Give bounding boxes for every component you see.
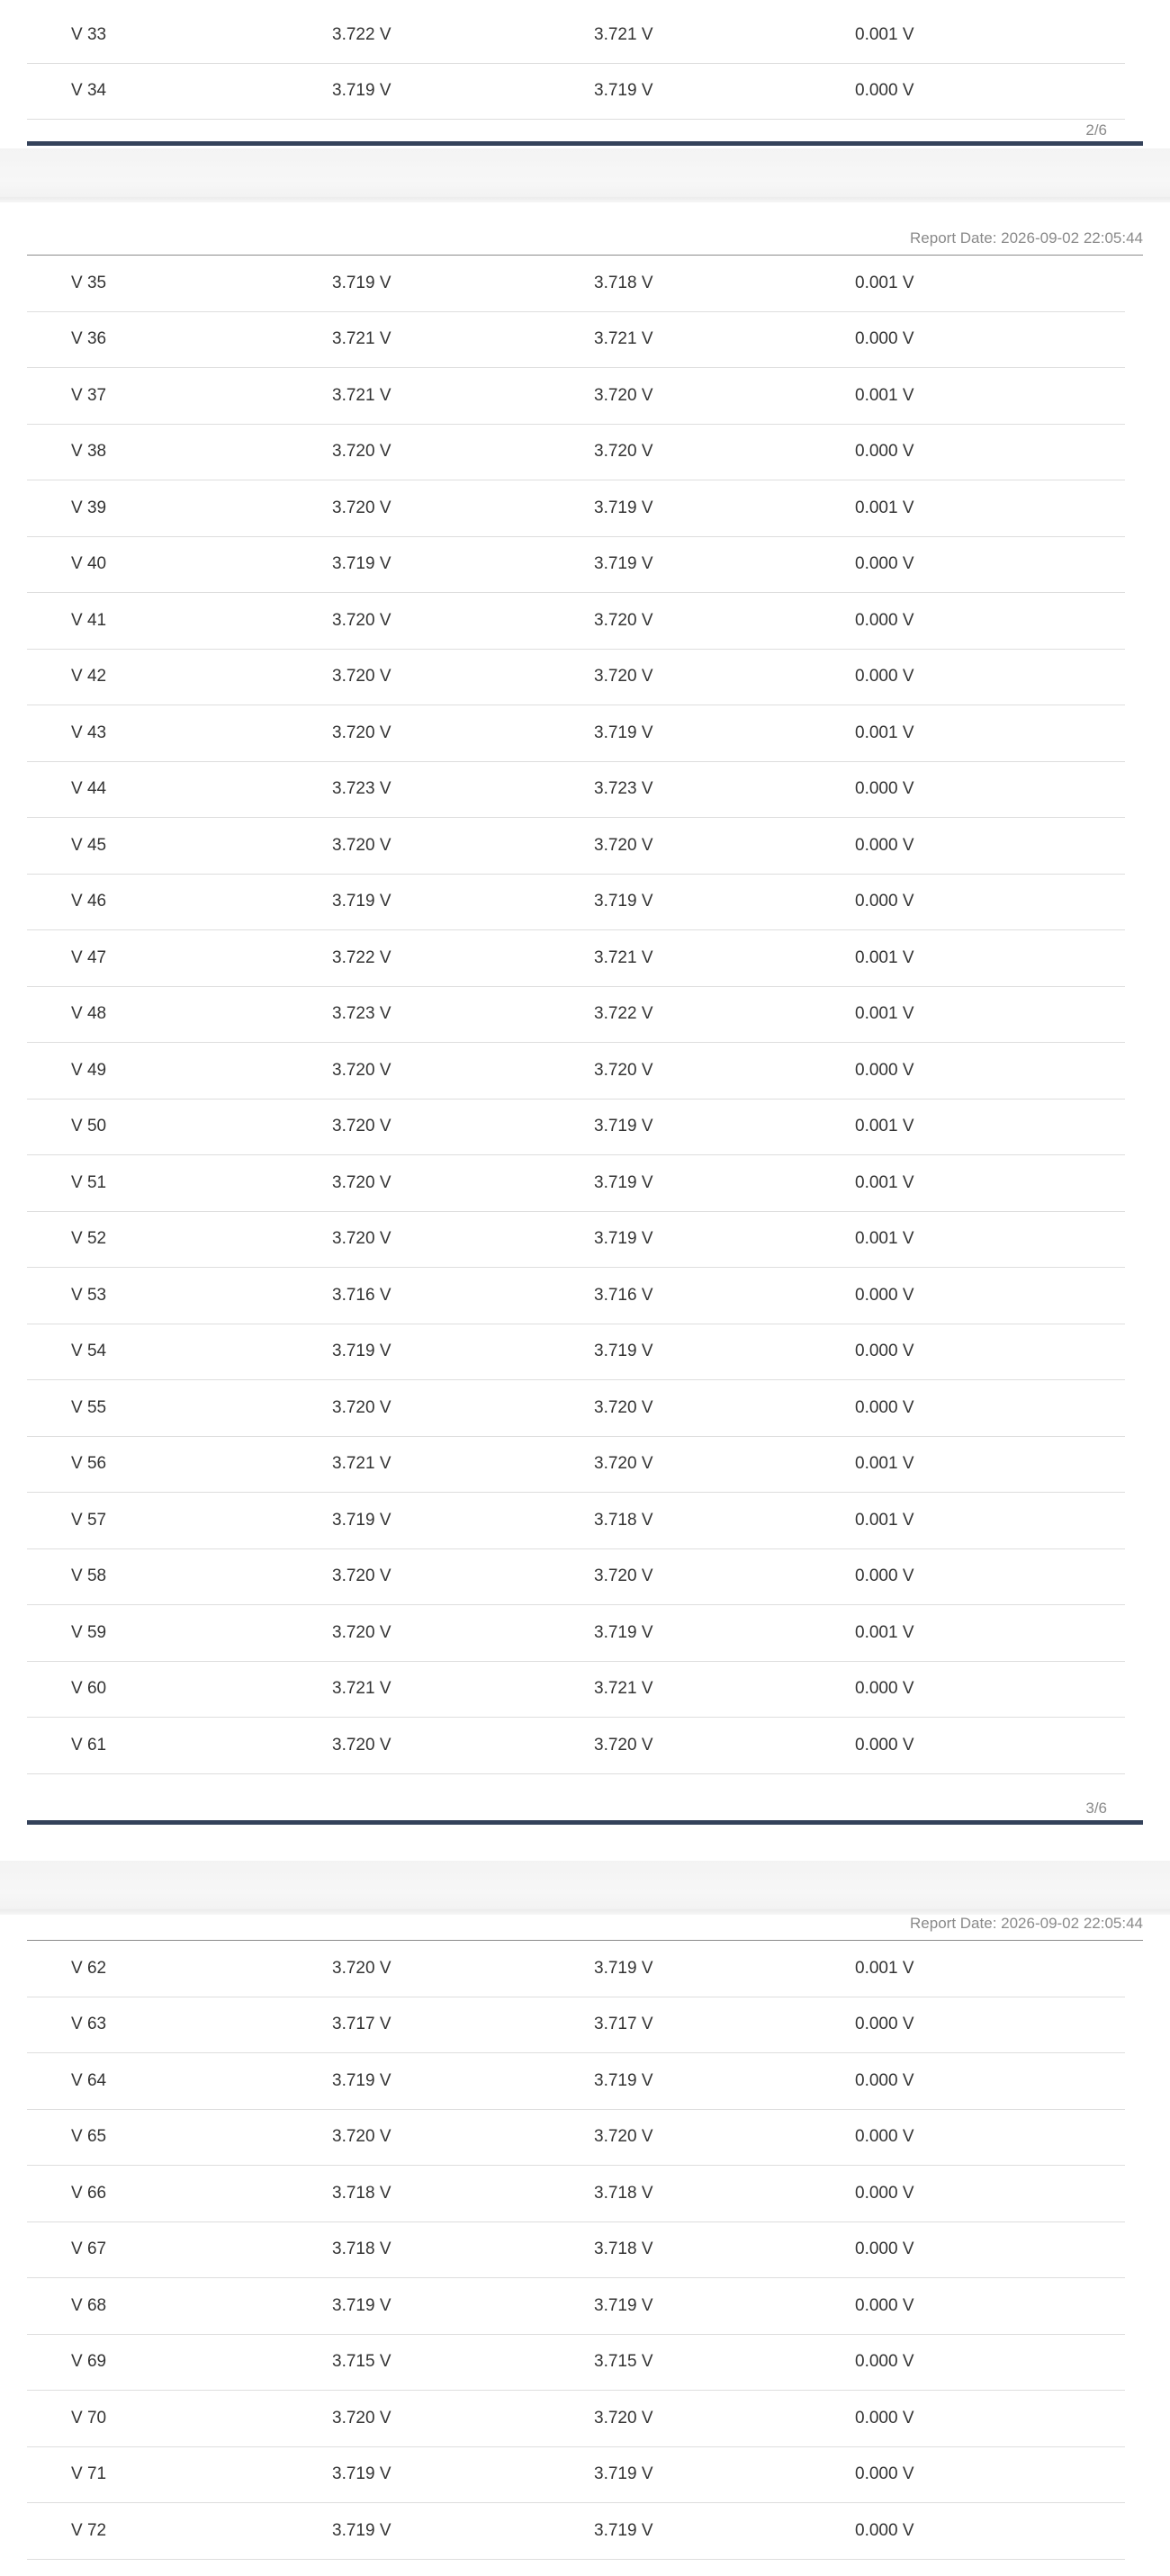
- page-separator: [0, 148, 1170, 202]
- cell-voltage-1: 3.720 V: [332, 1566, 392, 1586]
- table-row: [27, 1718, 1125, 1774]
- report-page-3: [0, 202, 1170, 1861]
- table-row: [27, 1941, 1125, 1997]
- cell-voltage-2: 3.719 V: [594, 498, 653, 517]
- cell-voltage-1: 3.723 V: [332, 1004, 392, 1024]
- cell-voltage-1: 3.719 V: [332, 2295, 392, 2315]
- table-row: [27, 537, 1125, 594]
- cell-label: V 59: [71, 1622, 107, 1642]
- cell-difference: 0.001 V: [855, 723, 914, 742]
- cell-voltage-1: 3.719 V: [332, 81, 392, 101]
- table-row: [27, 1437, 1125, 1494]
- cell-voltage-2: 3.719 V: [594, 1342, 653, 1361]
- cell-voltage-1: 3.719 V: [332, 892, 392, 911]
- cell-voltage-1: 3.720 V: [332, 1229, 392, 1249]
- table-row: [27, 987, 1125, 1044]
- table-row: [27, 2222, 1125, 2279]
- cell-difference: 0.000 V: [855, 2183, 914, 2203]
- cell-label: V 52: [71, 1229, 107, 1249]
- cell-voltage-2: 3.720 V: [594, 1397, 653, 1417]
- cell-label: V 35: [71, 273, 107, 292]
- cell-label: V 69: [71, 2352, 107, 2372]
- cell-difference: 0.000 V: [855, 2015, 914, 2034]
- cell-voltage-2: 3.719 V: [594, 1229, 653, 1249]
- table-row: [27, 312, 1125, 369]
- cell-difference: 0.001 V: [855, 947, 914, 967]
- cell-label: V 54: [71, 1342, 107, 1361]
- cell-voltage-2: 3.719 V: [594, 892, 653, 911]
- cell-voltage-2: 3.720 V: [594, 610, 653, 630]
- cell-difference: 0.000 V: [855, 1566, 914, 1586]
- cell-difference: 0.001 V: [855, 1117, 914, 1136]
- table-row: [27, 875, 1125, 931]
- cell-voltage-1: 3.720 V: [332, 1117, 392, 1136]
- cell-voltage-1: 3.719 V: [332, 2464, 392, 2484]
- cell-voltage-2: 3.718 V: [594, 2183, 653, 2203]
- cell-voltage-2: 3.716 V: [594, 1285, 653, 1305]
- cell-voltage-1: 3.719 V: [332, 2070, 392, 2090]
- cell-voltage-1: 3.720 V: [332, 1172, 392, 1192]
- cell-label: V 53: [71, 1285, 107, 1305]
- cell-voltage-2: 3.719 V: [594, 1117, 653, 1136]
- table-row: [27, 2053, 1125, 2110]
- cell-difference: 0.001 V: [855, 1510, 914, 1530]
- cell-voltage-1: 3.720 V: [332, 667, 392, 687]
- cell-label: V 47: [71, 947, 107, 967]
- cell-voltage-2: 3.719 V: [594, 81, 653, 101]
- cell-voltage-1: 3.720 V: [332, 2408, 392, 2428]
- cell-voltage-2: 3.720 V: [594, 1566, 653, 1586]
- cell-label: V 60: [71, 1679, 107, 1699]
- cell-label: V 34: [71, 81, 107, 101]
- voltage-table-page-3: [27, 256, 1125, 1774]
- cell-voltage-1: 3.718 V: [332, 2183, 392, 2203]
- cell-voltage-1: 3.721 V: [332, 329, 392, 349]
- table-row: [27, 368, 1125, 425]
- cell-difference: 0.000 V: [855, 329, 914, 349]
- cell-label: V 62: [71, 1958, 107, 1978]
- table-row: [27, 1268, 1125, 1324]
- cell-difference: 0.000 V: [855, 1342, 914, 1361]
- cell-difference: 0.000 V: [855, 779, 914, 799]
- cell-difference: 0.000 V: [855, 81, 914, 101]
- cell-label: V 58: [71, 1566, 107, 1586]
- table-row: [27, 1212, 1125, 1269]
- cell-label: V 56: [71, 1454, 107, 1474]
- cell-label: V 67: [71, 2239, 107, 2259]
- cell-difference: 0.000 V: [855, 2070, 914, 2090]
- cell-voltage-2: 3.720 V: [594, 667, 653, 687]
- cell-label: V 37: [71, 385, 107, 405]
- cell-voltage-1: 3.720 V: [332, 1397, 392, 1417]
- cell-label: V 51: [71, 1172, 107, 1192]
- cell-difference: 0.001 V: [855, 1958, 914, 1978]
- cell-difference: 0.001 V: [855, 385, 914, 405]
- cell-voltage-1: 3.719 V: [332, 554, 392, 574]
- cell-difference: 0.000 V: [855, 2352, 914, 2372]
- table-row: [27, 425, 1125, 481]
- cell-voltage-1: 3.720 V: [332, 442, 392, 462]
- cell-voltage-2: 3.719 V: [594, 2295, 653, 2315]
- cell-voltage-2: 3.720 V: [594, 442, 653, 462]
- cell-difference: 0.001 V: [855, 1172, 914, 1192]
- cell-label: V 45: [71, 835, 107, 855]
- cell-difference: 0.000 V: [855, 610, 914, 630]
- page-number: 2/6: [1085, 121, 1107, 139]
- cell-voltage-1: 3.720 V: [332, 1060, 392, 1080]
- cell-label: V 71: [71, 2464, 107, 2484]
- cell-label: V 48: [71, 1004, 107, 1024]
- cell-difference: 0.000 V: [855, 1397, 914, 1417]
- cell-voltage-2: 3.719 V: [594, 1172, 653, 1192]
- cell-label: V 55: [71, 1397, 107, 1417]
- cell-difference: 0.001 V: [855, 1229, 914, 1249]
- table-row: [27, 2166, 1125, 2222]
- cell-voltage-2: 3.723 V: [594, 779, 653, 799]
- page-number: 3/6: [1085, 1800, 1107, 1817]
- cell-voltage-2: 3.718 V: [594, 1510, 653, 1530]
- table-row: [27, 930, 1125, 987]
- cell-voltage-1: 3.721 V: [332, 1679, 392, 1699]
- cell-difference: 0.001 V: [855, 273, 914, 292]
- table-row: [27, 762, 1125, 819]
- report-page-2: [0, 0, 1170, 148]
- cell-voltage-2: 3.719 V: [594, 723, 653, 742]
- cell-voltage-2: 3.719 V: [594, 2070, 653, 2090]
- cell-voltage-1: 3.720 V: [332, 1622, 392, 1642]
- cell-label: V 38: [71, 442, 107, 462]
- table-row: [27, 593, 1125, 650]
- cell-voltage-2: 3.719 V: [594, 1958, 653, 1978]
- cell-voltage-2: 3.722 V: [594, 1004, 653, 1024]
- cell-voltage-1: 3.719 V: [332, 2520, 392, 2540]
- table-row: [27, 256, 1125, 312]
- table-row: [27, 1155, 1125, 1212]
- cell-difference: 0.000 V: [855, 667, 914, 687]
- table-row: [27, 1380, 1125, 1437]
- cell-voltage-2: 3.721 V: [594, 24, 653, 44]
- cell-voltage-2: 3.717 V: [594, 2015, 653, 2034]
- cell-voltage-1: 3.720 V: [332, 835, 392, 855]
- cell-difference: 0.000 V: [855, 2127, 914, 2147]
- cell-voltage-2: 3.719 V: [594, 1622, 653, 1642]
- cell-voltage-2: 3.721 V: [594, 947, 653, 967]
- cell-voltage-1: 3.720 V: [332, 610, 392, 630]
- cell-difference: 0.001 V: [855, 498, 914, 517]
- table-row: [27, 7, 1125, 64]
- cell-voltage-1: 3.721 V: [332, 1454, 392, 1474]
- cell-difference: 0.001 V: [855, 1004, 914, 1024]
- table-row: [27, 2391, 1125, 2447]
- cell-label: V 44: [71, 779, 107, 799]
- cell-label: V 46: [71, 892, 107, 911]
- table-row: [27, 2110, 1125, 2167]
- cell-label: V 70: [71, 2408, 107, 2428]
- page-separator: [0, 1861, 1170, 1915]
- cell-voltage-1: 3.719 V: [332, 1510, 392, 1530]
- table-row: [27, 1662, 1125, 1719]
- cell-difference: 0.000 V: [855, 442, 914, 462]
- cell-voltage-1: 3.721 V: [332, 385, 392, 405]
- cell-label: V 61: [71, 1735, 107, 1755]
- cell-label: V 42: [71, 667, 107, 687]
- table-row: [27, 650, 1125, 706]
- report-date: Report Date: 2026-09-02 22:05:44: [910, 1915, 1143, 1932]
- table-row: [27, 1997, 1125, 2054]
- cell-label: V 50: [71, 1117, 107, 1136]
- voltage-table-page-4: [27, 1941, 1125, 2560]
- cell-voltage-1: 3.720 V: [332, 1958, 392, 1978]
- page-footer-rule: [27, 141, 1143, 146]
- cell-voltage-1: 3.716 V: [332, 1285, 392, 1305]
- report-date: Report Date: 2026-09-02 22:05:44: [910, 229, 1143, 247]
- cell-difference: 0.000 V: [855, 2295, 914, 2315]
- page-footer-rule: [27, 1820, 1143, 1825]
- cell-voltage-2: 3.720 V: [594, 2127, 653, 2147]
- cell-difference: 0.000 V: [855, 1679, 914, 1699]
- cell-label: V 40: [71, 554, 107, 574]
- table-row: [27, 1100, 1125, 1156]
- cell-voltage-2: 3.721 V: [594, 1679, 653, 1699]
- cell-voltage-1: 3.717 V: [332, 2015, 392, 2034]
- cell-label: V 33: [71, 24, 107, 44]
- cell-label: V 57: [71, 1510, 107, 1530]
- cell-voltage-1: 3.720 V: [332, 1735, 392, 1755]
- table-row: [27, 480, 1125, 537]
- cell-label: V 49: [71, 1060, 107, 1080]
- cell-label: V 63: [71, 2015, 107, 2034]
- cell-voltage-2: 3.720 V: [594, 835, 653, 855]
- cell-voltage-2: 3.720 V: [594, 2408, 653, 2428]
- table-row: [27, 1493, 1125, 1549]
- cell-voltage-2: 3.715 V: [594, 2352, 653, 2372]
- cell-label: V 43: [71, 723, 107, 742]
- cell-difference: 0.000 V: [855, 2520, 914, 2540]
- cell-voltage-2: 3.719 V: [594, 2520, 653, 2540]
- cell-voltage-1: 3.718 V: [332, 2239, 392, 2259]
- report-page-4: [0, 1915, 1170, 2576]
- cell-difference: 0.001 V: [855, 1454, 914, 1474]
- table-row: [27, 2503, 1125, 2560]
- cell-difference: 0.000 V: [855, 2408, 914, 2428]
- cell-voltage-1: 3.722 V: [332, 947, 392, 967]
- table-row: [27, 64, 1125, 121]
- table-row: [27, 1043, 1125, 1100]
- cell-label: V 36: [71, 329, 107, 349]
- table-row: [27, 1549, 1125, 1606]
- cell-difference: 0.000 V: [855, 2239, 914, 2259]
- cell-voltage-1: 3.719 V: [332, 1342, 392, 1361]
- cell-difference: 0.000 V: [855, 2464, 914, 2484]
- cell-difference: 0.001 V: [855, 24, 914, 44]
- table-row: [27, 705, 1125, 762]
- cell-difference: 0.000 V: [855, 892, 914, 911]
- cell-label: V 41: [71, 610, 107, 630]
- cell-label: V 66: [71, 2183, 107, 2203]
- cell-voltage-1: 3.720 V: [332, 723, 392, 742]
- cell-voltage-1: 3.720 V: [332, 498, 392, 517]
- cell-voltage-2: 3.720 V: [594, 1735, 653, 1755]
- cell-difference: 0.000 V: [855, 835, 914, 855]
- cell-voltage-1: 3.720 V: [332, 2127, 392, 2147]
- cell-difference: 0.000 V: [855, 1735, 914, 1755]
- cell-voltage-2: 3.719 V: [594, 2464, 653, 2484]
- cell-voltage-1: 3.722 V: [332, 24, 392, 44]
- table-row: [27, 2278, 1125, 2335]
- cell-label: V 72: [71, 2520, 107, 2540]
- cell-voltage-2: 3.720 V: [594, 1060, 653, 1080]
- table-row: [27, 2335, 1125, 2392]
- cell-label: V 64: [71, 2070, 107, 2090]
- table-row: [27, 1324, 1125, 1381]
- cell-voltage-2: 3.718 V: [594, 2239, 653, 2259]
- cell-voltage-2: 3.719 V: [594, 554, 653, 574]
- cell-voltage-2: 3.721 V: [594, 329, 653, 349]
- cell-voltage-2: 3.720 V: [594, 385, 653, 405]
- cell-label: V 65: [71, 2127, 107, 2147]
- cell-voltage-2: 3.718 V: [594, 273, 653, 292]
- cell-difference: 0.000 V: [855, 1060, 914, 1080]
- cell-voltage-1: 3.719 V: [332, 273, 392, 292]
- cell-difference: 0.000 V: [855, 554, 914, 574]
- cell-difference: 0.001 V: [855, 1622, 914, 1642]
- cell-voltage-1: 3.715 V: [332, 2352, 392, 2372]
- table-row: [27, 1605, 1125, 1662]
- table-row: [27, 818, 1125, 875]
- cell-voltage-2: 3.720 V: [594, 1454, 653, 1474]
- cell-voltage-1: 3.723 V: [332, 779, 392, 799]
- cell-label: V 39: [71, 498, 107, 517]
- voltage-table-page-2: [27, 7, 1125, 120]
- cell-label: V 68: [71, 2295, 107, 2315]
- table-row: [27, 2447, 1125, 2504]
- cell-difference: 0.000 V: [855, 1285, 914, 1305]
